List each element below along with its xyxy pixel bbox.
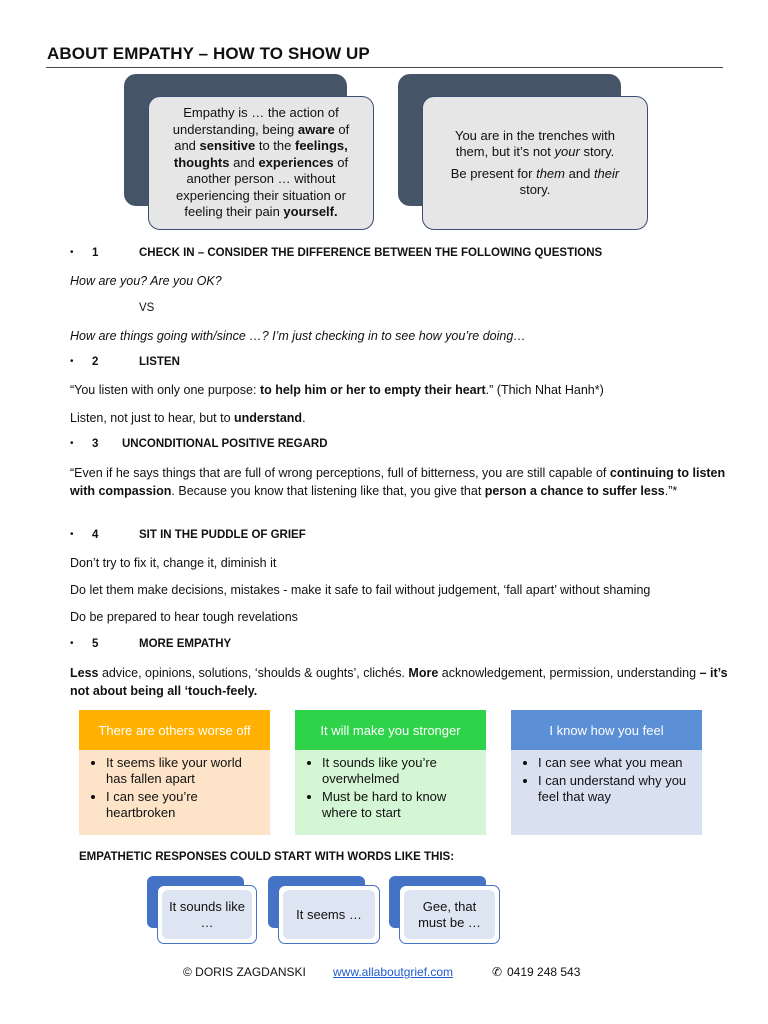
section-heading-listen: LISTEN — [139, 356, 180, 368]
puddle-line-2: Do let them make decisions, mistakes - make it safe to fail without judgement, ‘fall apart’ without shaming — [70, 583, 651, 597]
section-bullet: • — [70, 247, 74, 258]
regard-quote: “Even if he says things that are full of wrong perceptions, full of bitterness, you are still capable of continuing to listen with compassion. Because you know that listening like that, you give that person a chance to suffer less.”* — [70, 466, 726, 498]
question-2: How are things going with/since …? I’m just checking in to see how you’re doing… — [70, 329, 526, 343]
puddle-line-3: Do be prepared to hear tough revelations — [70, 610, 298, 624]
trenches-box — [422, 96, 648, 230]
section-number: 5 — [92, 638, 99, 650]
section-bullet: • — [70, 529, 74, 540]
section-heading-puddle: SIT IN THE PUDDLE OF GRIEF — [139, 529, 306, 541]
listen-quote: “You listen with only one purpose: to help him or her to empty their heart.” (Thich Nhat Hanh*) — [70, 383, 604, 397]
response-text: Gee, that must be … — [404, 890, 495, 939]
card-body — [511, 750, 702, 835]
title-underline — [46, 67, 723, 68]
card-worse-off — [79, 710, 270, 835]
section-bullet: • — [70, 638, 74, 649]
card-stronger — [295, 710, 486, 835]
question-1: How are you? Are you OK? — [70, 274, 222, 288]
section-bullet: • — [70, 438, 74, 449]
section-bullet: • — [70, 356, 74, 367]
response-text: It seems … — [283, 890, 375, 939]
section-number: 4 — [92, 529, 99, 541]
section-heading-regard: UNCONDITIONAL POSITIVE REGARD — [122, 438, 328, 450]
footer-website-link[interactable]: www.allaboutgrief.com — [333, 965, 454, 979]
footer-author: © DORIS ZAGDANSKI — [183, 965, 306, 979]
section-heading-check-in: CHECK IN – CONSIDER THE DIFFERENCE BETWEEN THE FOLLOWING QUESTIONS — [139, 247, 603, 259]
card-item: • I can see you’re heartbroken — [106, 789, 262, 821]
footer-phone: 0419 248 543 — [507, 965, 581, 979]
phone-icon: ✆ — [492, 965, 503, 979]
card-item: • I can see what you mean — [538, 755, 694, 771]
card-item: • Must be hard to know where to start — [322, 789, 478, 821]
card-item: • It seems like your world has fallen apart — [106, 755, 262, 787]
card-item: • I can understand why you feel that way — [538, 773, 694, 805]
card-body — [295, 750, 486, 835]
versus-label: VS — [139, 302, 155, 314]
response-box — [278, 885, 380, 944]
card-know-how — [511, 710, 702, 835]
card-body — [79, 750, 270, 835]
puddle-line-1: Don’t try to fix it, change it, diminish it — [70, 556, 277, 570]
empathy-definition-text: Empathy is … the action of understanding, being aware of and sensitive to the feelings, thoughts and experiences of another person … without experiencing their situation or feeling their pain yourself. — [172, 105, 350, 220]
more-empathy-text: Less advice, opinions, solutions, ‘shoulds & oughts’, clichés. More acknowledgement, permission, understanding – it’s not about being all ‘touch-feely. — [70, 666, 728, 698]
response-box — [157, 885, 257, 944]
trenches-text: You are in the trenches with them, but it’s not your story. — [454, 127, 616, 159]
response-text: It sounds like … — [162, 890, 252, 939]
response-box — [399, 885, 500, 944]
section-heading-more-empathy: MORE EMPATHY — [139, 638, 232, 650]
card-item: • It sounds like you’re overwhelmed — [322, 755, 478, 787]
card-header: It will make you stronger — [295, 710, 486, 750]
section-number: 1 — [92, 247, 99, 259]
page-title: ABOUT EMPATHY – HOW TO SHOW UP — [47, 44, 370, 63]
empathy-definition-box — [148, 96, 374, 230]
listen-understand: Listen, not just to hear, but to understand. — [70, 411, 306, 425]
section-number: 2 — [92, 356, 99, 368]
responses-heading: EMPATHETIC RESPONSES COULD START WITH WORDS LIKE THIS: — [79, 851, 455, 863]
card-header: There are others worse off — [79, 710, 270, 750]
section-number: 3 — [92, 438, 99, 450]
be-present-text: Be present for them and their story. — [450, 165, 620, 197]
card-header: I know how you feel — [511, 710, 702, 750]
